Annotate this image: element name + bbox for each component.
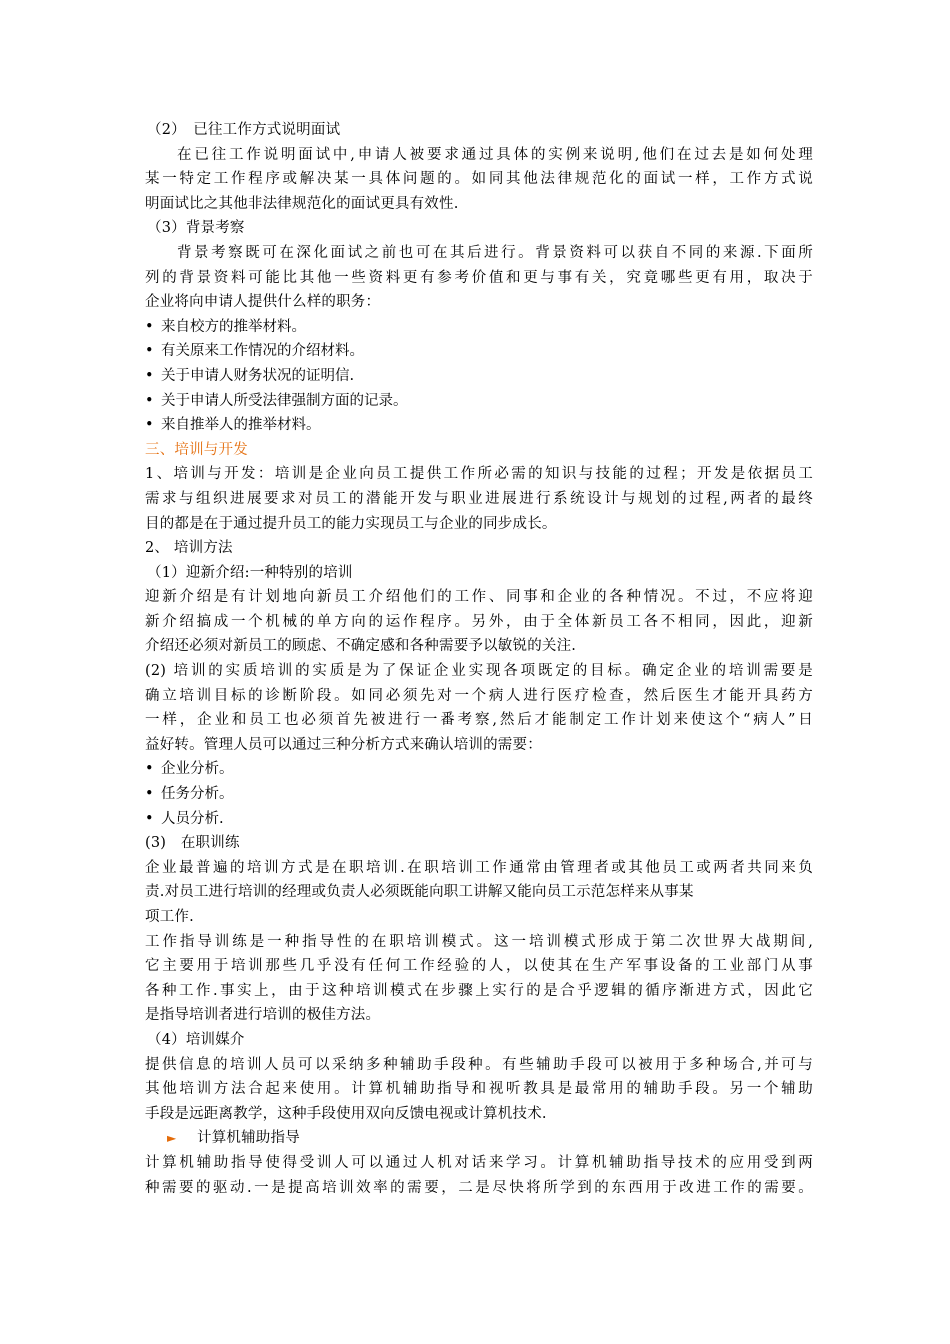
- bullet-icon: •: [145, 343, 154, 360]
- paragraph-line: 种需要的驱动.一是提高培训效率的需要，二是尽快将所学到的东西用于改进工作的需要。: [145, 1179, 813, 1196]
- bullet-icon: •: [145, 761, 154, 778]
- paragraph-line: 在已往工作说明面试中,申请人被要求通过具体的实例来说明,他们在过去是如何处理: [177, 146, 813, 163]
- subsection-title: ► 计算机辅助指导: [145, 1126, 813, 1151]
- paragraph-line: 工作指导训练是一种指导性的在职培训模式。这一培训模式形成于第二次世界大战期间,: [145, 933, 813, 950]
- bullet-icon: •: [145, 417, 154, 434]
- bullet-icon: •: [145, 392, 154, 409]
- paragraph-line: 迎新介绍是有计划地向新员工介绍他们的工作、同事和企业的各种情况。不过，不应将迎: [145, 589, 813, 606]
- list-item: • 企业分析。: [145, 757, 813, 782]
- paragraph-line: 其他培训方法合起来使用。计算机辅助指导和视听教具是最常用的辅助手段。另一个辅助: [145, 1081, 813, 1098]
- paragraph-line: 新介绍搞成一个机械的单方向的运作程序。另外，由于全体新员工各不相同，因此，迎新: [145, 613, 813, 630]
- paragraph-line: 计算机辅助指导使得受训人可以通过人机对话来学习。计算机辅助指导技术的应用受到两: [145, 1154, 813, 1171]
- paragraph-line: 手段是远距离教学，这种手段使用双向反馈电视或计算机技术.: [145, 1105, 547, 1122]
- bullet-icon: •: [145, 786, 154, 803]
- arrow-right-icon: ►: [167, 1131, 177, 1146]
- paragraph-line: 它主要用于培训那些几乎没有任何工作经验的人，以使其在生产军事设备的工业部门从事: [145, 958, 813, 975]
- bullet-icon: •: [145, 367, 154, 384]
- paragraph-line: 1、培训与开发：培训是企业向员工提供工作所必需的知识与技能的过程；开发是依据员工: [145, 466, 813, 483]
- paragraph-line: 目的都是在于通过提升员工的能力实现员工与企业的同步成长。: [145, 515, 557, 532]
- document-page: [145, 118, 813, 1200]
- paragraph-line: 介绍还必须对新员工的顾虑、不确定感和各种需要予以敏锐的关注.: [145, 638, 577, 655]
- chapter-heading: 三、培训与开发: [145, 441, 248, 458]
- paragraph-line: 确立培训目标的诊断阶段。如同必须先对一个病人进行医疗检查，然后医生才能开具药方: [145, 687, 813, 704]
- paragraph-line: 提供信息的培训人员可以采纳多种辅助手段种。有些辅助手段可以被用于多种场合,并可与: [145, 1056, 813, 1073]
- paragraph-line: 企业将向申请人提供什么样的职务：: [145, 294, 381, 311]
- list-item: • 关于申请人所受法律强制方面的记录。: [145, 389, 813, 414]
- section-title: （3）背景考察: [147, 220, 245, 237]
- list-item: • 关于申请人财务状况的证明信.: [145, 364, 813, 389]
- list-item: • 来自推举人的推举材料。: [145, 413, 813, 438]
- list-item: • 来自校方的推举材料。: [145, 315, 813, 340]
- list-item: • 有关原来工作情况的介绍材料。: [145, 339, 813, 364]
- section-title: （4）培训媒介: [147, 1031, 245, 1048]
- paragraph-line: 一样，企业和员工也必须首先被进行一番考察,然后才能制定工作计划来使这个“病人”日: [145, 712, 813, 729]
- paragraph-line: 某一特定工作程序或解决某一具体问题的。如同其他法律规范化的面试一样，工作方式说: [145, 171, 813, 188]
- paragraph-line: 列的背景资料可能比其他一些资料更有参考价值和更与事有关，究竟哪些更有用，取决于: [145, 269, 813, 286]
- section-title: （2） 已往工作方式说明面试: [147, 122, 341, 138]
- paragraph-line: 项工作.: [145, 909, 194, 925]
- list-item: • 任务分析。: [145, 782, 813, 807]
- paragraph-line: 益好转。管理人员可以通过三种分析方式来确认培训的需要：: [145, 736, 542, 753]
- section-title: （1）迎新介绍:一种特别的培训: [147, 564, 353, 581]
- paragraph-line: 企业最普遍的培训方式是在职培训.在职培训工作通常由管理者或其他员工或两者共同来负: [145, 859, 813, 876]
- section-title: 2、 培训方法: [145, 540, 233, 557]
- paragraph-line: 责.对员工进行培训的经理或负责人必须既能向职工讲解又能向员工示范怎样来从事某: [145, 884, 694, 901]
- paragraph-line: 是指导培训者进行培训的极佳方法。: [145, 1007, 381, 1024]
- paragraph-line: 需求与组织进展要求对员工的潜能开发与职业进展进行系统设计与规划的过程,两者的最终: [145, 490, 813, 507]
- bullet-icon: •: [145, 318, 154, 335]
- list-item: • 人员分析.: [145, 807, 813, 832]
- paragraph-line: 明面试比之其他非法律规范化的面试更具有效性.: [145, 195, 459, 212]
- paragraph-line: (2) 培训的实质培训的实质是为了保证企业实现各项既定的目标。确定企业的培训需要是: [145, 663, 813, 680]
- paragraph-line: 背景考察既可在深化面试之前也可在其后进行。背景资料可以获自不同的来源.下面所: [177, 244, 813, 261]
- section-title: (3) 在职训练: [145, 835, 240, 852]
- bullet-icon: •: [145, 810, 154, 827]
- paragraph-line: 各种工作.事实上，由于这种培训模式在步骤上实行的是合乎逻辑的循序渐进方式，因此它: [145, 982, 813, 999]
